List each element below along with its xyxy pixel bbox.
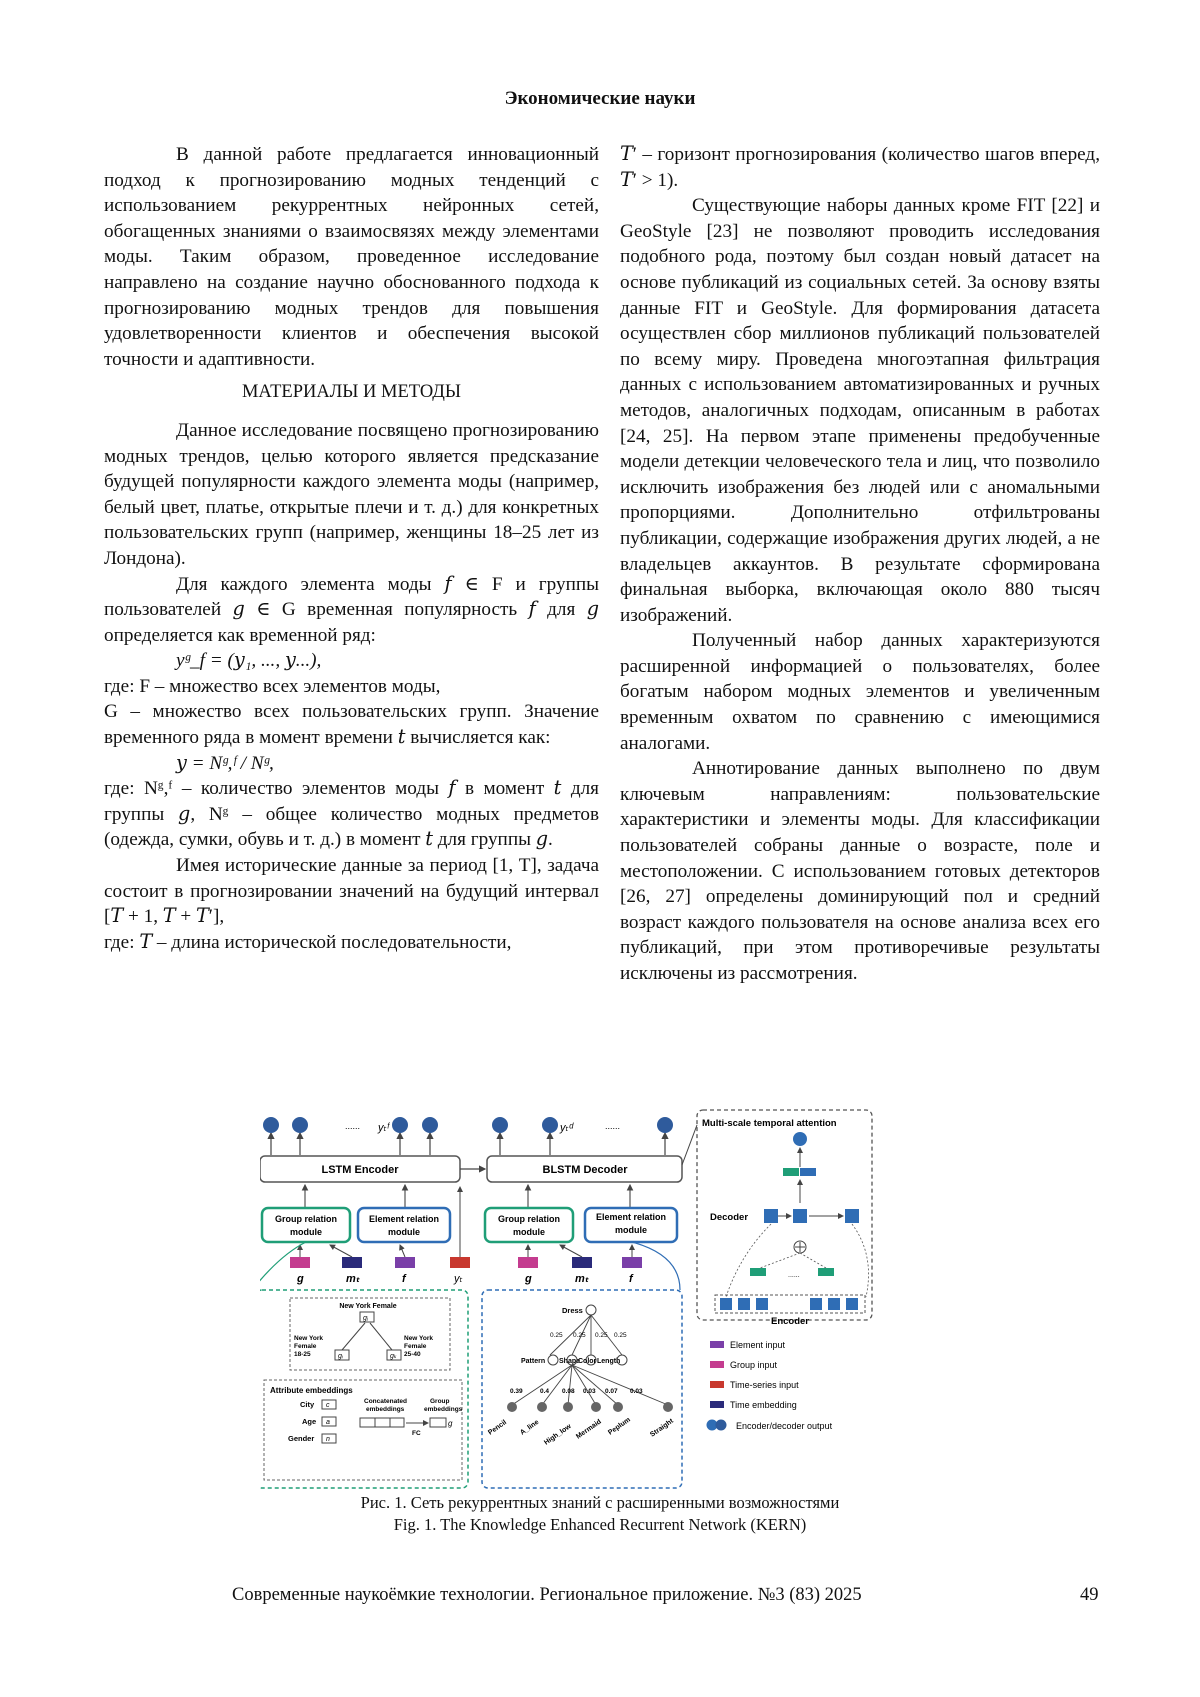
output-node <box>292 1117 308 1133</box>
graph-node-label: New York <box>404 1335 434 1342</box>
paragraph: Данное исследование посвящено прогнозированию модных трендов, целью которого является предсказание будущей популярности каждого элемента моды (например, белый цвет, платье, открытые плечи и т. д.) для конкретных пользовательских групп (например, женщины 18–25 лет из Лондона). <box>104 419 599 569</box>
edge-weight: 0.08 <box>562 1388 575 1395</box>
module-label: module <box>289 1227 323 1237</box>
attr-label: embeddings <box>424 1406 463 1413</box>
edge-weight: 0.39 <box>510 1388 523 1395</box>
attr-var: g <box>448 1419 453 1428</box>
dots-label: ...... <box>345 1121 361 1131</box>
legend-item: Time-series input <box>730 1380 799 1390</box>
edge-weight: 0.25 <box>573 1332 586 1339</box>
attr-label: City <box>300 1400 315 1409</box>
module-label: Element relation <box>368 1214 440 1224</box>
graph-node-label: Length <box>597 1358 621 1365</box>
encoder-box <box>715 1295 865 1313</box>
attr-label: Gender <box>288 1434 315 1443</box>
legend-item: Group input <box>730 1360 778 1370</box>
module-label: Group relation <box>274 1214 338 1224</box>
graph-node-label: Female <box>294 1343 317 1350</box>
module-label: module <box>512 1227 546 1237</box>
graph-node-label: Dress <box>562 1306 583 1315</box>
leaf-label: Pencil <box>487 1419 509 1437</box>
paragraph: Аннотирование данных выполнено по двум ключевым направлениям: пользовательские характеристики и элементы моды. Для классификации пользователей собраны данные о возрасте, поле и местоположении. С использованием готовых детекторов [26, 27] определены доминирующий пол и средний возраст каждого пользователя на основе анализа всех его публикаций, при этом противоречивые результаты исключены из рассмотрения. <box>620 758 1100 984</box>
attr-label: Age <box>302 1417 317 1426</box>
element-input-block <box>622 1257 642 1268</box>
graph-node-label: 18-25 <box>294 1351 311 1358</box>
input-label: f <box>629 1273 633 1285</box>
group-input-block <box>518 1257 538 1268</box>
legend-item: Element input <box>730 1340 786 1350</box>
yd-label: yₜᵈ <box>560 1122 574 1134</box>
running-header: Экономические науки <box>504 88 696 109</box>
graph-node: gⱼ <box>363 1315 369 1322</box>
edge-weight: 0.03 <box>583 1388 596 1395</box>
paragraph: В данной работе предлагается инновационный подход к прогнозированию модных тенденций с использованием рекуррентных нейронных сетей, обогащенных знаниями о взаимосвязях между элементами моды. Таким образом, проведенное исследование направлено на создание научно обоснованного подхода к прогнозированию модных трендов для повышения удовлетворенности клиентов и обеспечения высокой точности и адаптивности. <box>104 144 599 370</box>
module-label: module <box>387 1227 421 1237</box>
paragraph: Для каждого элемента моды 𝑓 ∈ F и группы пользователей 𝑔 ∈ G временная популярность 𝑓 для 𝑔 определяется как временной ряд: <box>104 573 599 646</box>
paragraph: G – множество всех пользовательских групп. Значение временного ряда в момент времени 𝑡 вычисляется как: <box>104 701 599 749</box>
leaf-label: Straight <box>649 1417 675 1439</box>
graph-node-label: Female <box>404 1343 427 1350</box>
kern-architecture-figure <box>260 1105 950 1495</box>
input-label: g <box>297 1273 304 1285</box>
section-heading: МАТЕРИАЛЫ И МЕТОДЫ <box>241 382 462 403</box>
edge-weight: 0.25 <box>595 1332 608 1339</box>
attr-label: Concatenated <box>364 1398 407 1405</box>
graph-node: gₖ <box>390 1353 397 1360</box>
legend-item: Encoder/decoder output <box>736 1421 833 1431</box>
lstm-encoder-label: LSTM Encoder <box>321 1164 399 1176</box>
graph-node-label: Color <box>578 1358 597 1365</box>
dots-label: ...... <box>605 1121 621 1131</box>
attr-var: a <box>326 1419 330 1426</box>
legend-item: Time embedding <box>730 1400 797 1410</box>
input-label: mₜ <box>575 1273 590 1285</box>
graph-node-label: New York Female <box>339 1303 397 1310</box>
output-node <box>492 1117 508 1133</box>
figure-caption-en: Fig. 1. The Knowledge Enhanced Recurrent Network (KERN) <box>393 1515 807 1534</box>
paragraph: где: F – множество всех элементов моды, <box>104 675 441 697</box>
edge-weight: 0.4 <box>540 1388 550 1395</box>
attr-var: c <box>326 1402 330 1409</box>
attr-label: FC <box>412 1430 421 1437</box>
group-input-block <box>290 1257 310 1268</box>
graph-node-label: Pattern <box>521 1358 546 1365</box>
right-column <box>620 142 1100 987</box>
graph-node: gᵢ <box>338 1353 343 1360</box>
edge-weight: 0.07 <box>605 1388 618 1395</box>
time-embedding-block <box>572 1257 592 1268</box>
attr-label: Group <box>430 1398 450 1405</box>
journal-footer: Современные наукоёмкие технологии. Региональное приложение. №3 (83) 2025 <box>232 1585 862 1605</box>
input-label: f <box>402 1273 406 1285</box>
yf-label: yₜᶠ <box>378 1122 390 1134</box>
leaf-label: Mermaid <box>575 1418 603 1441</box>
dots-label: ...... <box>788 1272 800 1279</box>
input-label: g <box>525 1273 532 1285</box>
formula: yᵍ_f = (𝑦₁, ..., 𝑦...), <box>176 650 322 672</box>
paragraph: 𝑇′ – горизонт прогнозирования (количество шагов вперед, 𝑇′ > 1). <box>620 144 1100 191</box>
encoder-label: Encoder <box>770 1316 810 1327</box>
output-node <box>392 1117 408 1133</box>
time-embedding-block <box>342 1257 362 1268</box>
input-label: mₜ <box>346 1273 361 1285</box>
paragraph: где: 𝑇 – длина исторической последовательности, <box>104 931 512 953</box>
blstm-decoder-label: BLSTM Decoder <box>542 1164 628 1176</box>
time-series-input-block <box>450 1257 470 1268</box>
edge-weight: 0.03 <box>630 1388 643 1395</box>
paragraph: где: Nᵍ,ᶠ – количество элементов моды 𝑓 в момент 𝑡 для группы 𝑔, Nᵍ – общее количество модных предметов (одежда, сумки, обувь и т. д.) в момент 𝑡 для группы 𝑔. <box>104 778 599 851</box>
output-node <box>422 1117 438 1133</box>
figure-caption-ru: Рис. 1. Сеть рекуррентных знаний с расширенными возможностями <box>360 1493 840 1512</box>
module-label: module <box>614 1225 648 1235</box>
edge-weight: 0.25 <box>614 1332 627 1339</box>
attr-var: n <box>326 1436 330 1443</box>
output-node <box>263 1117 279 1133</box>
left-column <box>104 142 599 955</box>
output-node <box>542 1117 558 1133</box>
leaf-label: High_low <box>543 1423 573 1447</box>
module-label: Element relation <box>595 1212 667 1222</box>
attr-emb-title: Attribute embeddings <box>270 1386 353 1395</box>
decoder-label: Decoder <box>710 1212 749 1223</box>
input-label: yₜ <box>454 1273 463 1285</box>
element-input-block <box>395 1257 415 1268</box>
output-node <box>657 1117 673 1133</box>
page-number: 49 <box>1080 1585 1099 1605</box>
edge-weight: 0.25 <box>550 1332 563 1339</box>
attr-label: embeddings <box>366 1406 405 1413</box>
paragraph: Полученный набор данных характеризуются расширенной информацией о пользователях, более богатым набором модных элементов и увеличенным временным охватом по сравнению с имеющимися аналогами. <box>620 630 1100 754</box>
module-label: Group relation <box>497 1214 561 1224</box>
attention-title: Multi-scale temporal attention <box>702 1118 837 1129</box>
paragraph: Существующие наборы данных кроме FIT [22] и GeoStyle [23] не позволяют проводить исследования подобного рода, поэтому был создан новый датасет на основе публикаций из социальных сетей. За основу взяты данные FIT и GeoStyle. Для формирования датасета осуществлен сбор миллионов публикаций пользователей по всему миру. Проведена многоэтапная фильтрация данных с использованием автоматизированных и ручных методов, аналогичных подходам, описанным в работах [24, 25]. На первом этапе применены предобученные модели детекции человеческого тела и лиц, что позволило исключить изображения без людей или с аномальными пропорциями. Дополнительно отфильтрованы публикации, содержащие изображения других людей, а не владельцев аккаунтов. В результате сформирована финальная выборка, включающая около 880 тысяч изображений. <box>620 195 1100 626</box>
graph-node-label: New York <box>294 1335 324 1342</box>
graph-node-label: 25-40 <box>404 1351 421 1358</box>
formula: 𝑦 = Nᵍ,ᶠ / Nᵍ, <box>176 752 274 774</box>
leaf-label: A_line <box>519 1418 541 1437</box>
leaf-label: Peplum <box>607 1416 632 1437</box>
graph-node-label: Shape <box>559 1358 581 1365</box>
paragraph: Имея исторические данные за период [1, T], задача состоит в прогнозировании значений на будущий интервал [𝑇 + 1, 𝑇 + 𝑇′], <box>104 855 599 928</box>
